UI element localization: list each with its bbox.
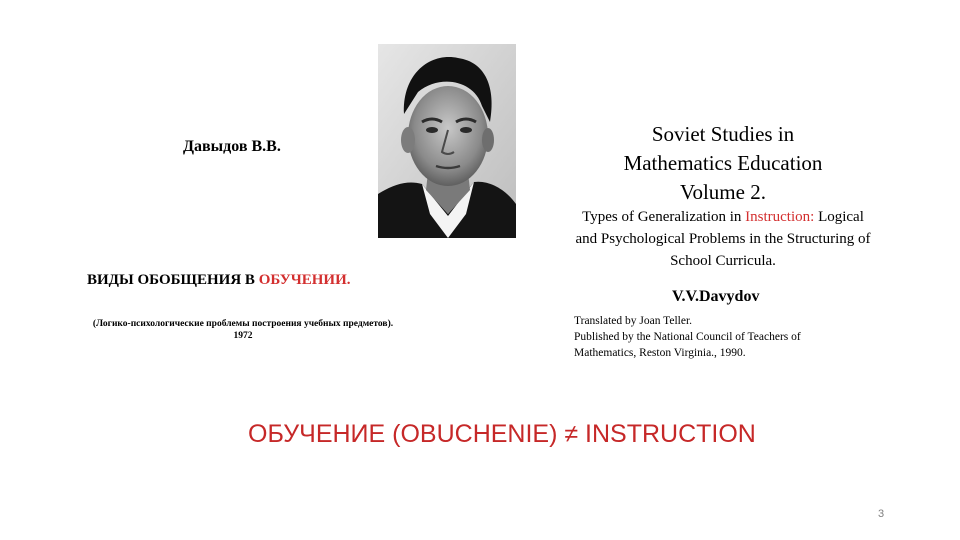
subtitle-english-highlight: Instruction: [745, 209, 815, 225]
portrait-illustration [378, 44, 516, 238]
subtitle-english-pre: Types of Generalization in [582, 209, 746, 225]
title-line-3: Volume 2. [680, 180, 766, 204]
publisher-credit: Published by the National Council of Teachers of Mathematics, Reston Virginia., 1990. [574, 331, 801, 359]
book-title-russian [87, 272, 351, 289]
publication-year: 1972 [233, 331, 253, 341]
title-line-1: Soviet Studies in [651, 122, 795, 146]
translator-credit: Translated by Joan Teller. [574, 315, 693, 327]
author-name-russian: Давыдов В.В. [183, 138, 281, 155]
book-title-english [578, 120, 868, 207]
author-portrait [378, 44, 516, 238]
book-subtitle-english [573, 206, 873, 272]
subtitle-russian-text: (Логико-психологические проблемы построения учебных предметов). [92, 319, 394, 329]
book-subtitle-russian [62, 318, 424, 342]
title-line-2: Mathematics Education [623, 151, 823, 175]
author-name-english: V.V.Davydov [672, 288, 760, 305]
publication-credits [574, 313, 844, 361]
book-title-russian-text: ВИДЫ ОБОБЩЕНИЯ В [87, 272, 259, 288]
subtitle-english-post: Logical and Psychological Problems in the Structuring of School Curricula. [575, 209, 871, 269]
book-title-russian-highlight: ОБУЧЕНИИ. [258, 272, 351, 288]
slide-number: 3 [878, 508, 885, 520]
key-tagline: ОБУЧЕНИЕ (OBUCHENIE) ≠ INSTRUCTION [248, 420, 756, 448]
